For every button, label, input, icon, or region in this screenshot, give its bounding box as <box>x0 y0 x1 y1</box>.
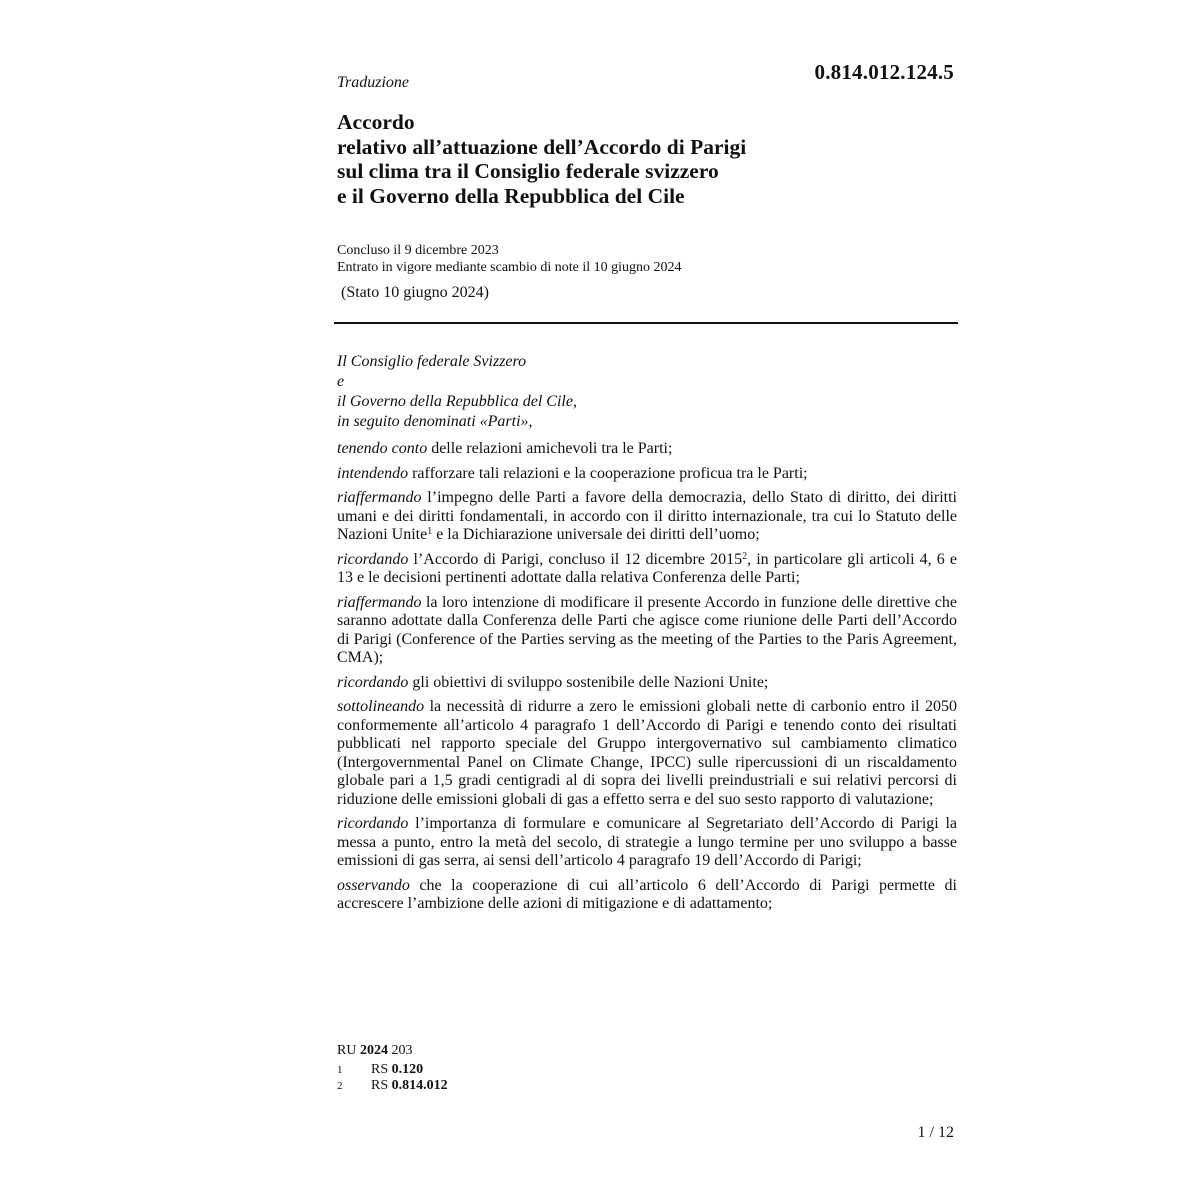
clause-text: , in particolare gli articoli 4, 6 e 13 e le decisioni pertinenti adottate dalla relativa Conferenza delle Parti; <box>337 550 958 586</box>
translation-label: Traduzione <box>337 74 410 91</box>
ru-year: 2024 <box>359 1043 388 1058</box>
clause-text: che la cooperazione di cui all’articolo 6 dell’Accordo di Parigi permette di accrescere l’ambizione delle azioni di mitigazione e di adattamento; <box>337 876 957 912</box>
title-line: relativo all’attuazione dell’Accordo di Parigi <box>337 134 747 159</box>
preamble <box>337 440 957 920</box>
footnote-prefix: RS <box>371 1078 389 1093</box>
clause-text: gli obiettivi di sviluppo sostenibile delle Nazioni Unite; <box>408 673 769 691</box>
clause-keyword: ricordando <box>337 673 409 691</box>
footnote-link[interactable]: 0.814.012 <box>391 1078 448 1093</box>
clause-text: la necessità di ridurre a zero le emissioni globali nette di carbonio entro il 2050 conformemente all’articolo 4 paragrafo 1 dell’Accordo di Parigi e tenendo conto dei risultati pubblicati nel rapporto speciale del Gruppo intergovernativo sul cambiamento climatico (Intergovernmental Panel on Climate Change, IPCC) sulle ripercussioni di un riscaldamento globale pari a 1,5 gradi centigradi al di sopra dei livelli preindustriali e sui relativi percorsi di riduzione delle emissioni globali di gas a effetto serra e del suo sesto rapporto di valutazione; <box>337 698 957 808</box>
party-line: Il Consiglio federale Svizzero <box>337 353 527 370</box>
footnote-ref[interactable]: 1 <box>427 526 433 537</box>
clause-text: l’impegno delle Parti a favore della democrazia, dello Stato di diritto, dei diritti umani e dei diritti fondamentali, in accordo con il diritto internazionale, tra cui lo Statuto delle Nazioni Unite <box>337 489 957 543</box>
preamble-clause <box>337 465 957 484</box>
clause-keyword: tenendo conto <box>337 440 428 457</box>
footnote-number: 1 <box>337 1064 343 1076</box>
clause-text: la loro intenzione di modificare il presente Accordo in funzione delle direttive che saranno adottate dalla Conferenza delle Parti che agisce come riunione delle Parti dell’Accordo di Parigi (Conference of the Parties serving as the meeting of the Parties to the Paris Agreement, CMA); <box>337 593 957 666</box>
concluded-date: Concluso il 9 dicembre 2023 <box>337 243 499 258</box>
party-line: e <box>337 373 345 390</box>
preamble-clause <box>337 815 957 871</box>
preamble-clause <box>337 594 957 668</box>
parties-block <box>337 352 957 432</box>
party-line: il Governo della Repubblica del Cile, <box>337 393 577 410</box>
preamble-clause <box>337 440 957 459</box>
status-date: (Stato 10 giugno 2024) <box>341 284 489 301</box>
footnote-ref[interactable]: 2 <box>742 550 748 562</box>
footnote <box>337 1078 957 1094</box>
ru-number: 203 <box>391 1043 413 1058</box>
clause-text: rafforzare tali relazioni e la cooperazione proficua tra le Parti; <box>408 464 808 482</box>
page-number: 1 / 12 <box>917 1124 954 1141</box>
ru-prefix: RU <box>337 1043 357 1058</box>
clause-keyword: riaffermando <box>337 489 422 506</box>
title-divider <box>334 322 958 324</box>
official-compilation-ref <box>337 1042 957 1059</box>
document-number: 0.814.012.124.5 <box>814 60 954 84</box>
clause-text: delle relazioni amichevoli tra le Parti; <box>427 440 673 457</box>
clause-text: l’Accordo di Parigi, concluso il 12 dicembre 2015 <box>408 550 743 568</box>
footnote <box>337 1062 957 1078</box>
party-line: in seguito denominati «Parti», <box>337 413 533 430</box>
clause-keyword: intendendo <box>337 464 409 482</box>
preamble-clause <box>337 674 957 693</box>
preamble-clause <box>337 877 957 914</box>
document-meta <box>337 242 957 276</box>
clause-keyword: ricordando <box>337 550 409 568</box>
footnote-prefix: RS <box>371 1062 389 1077</box>
document-title <box>337 110 957 208</box>
clause-keyword: ricordando <box>337 815 409 832</box>
clause-keyword: osservando <box>337 876 410 894</box>
title-line: e il Governo della Repubblica del Cile <box>337 183 685 208</box>
clause-keyword: riaffermando <box>337 593 422 611</box>
footnotes <box>337 1062 957 1094</box>
clause-text: e la Dichiarazione universale dei diritti dell’uomo; <box>432 526 760 543</box>
clause-keyword: sottolineando <box>337 698 425 715</box>
preamble-clause <box>337 489 957 545</box>
preamble-clause <box>337 551 957 588</box>
in-force-date: Entrato in vigore mediante scambio di note il 10 giugno 2024 <box>337 260 682 275</box>
title-line: Accordo <box>337 110 415 134</box>
preamble-clause <box>337 698 957 809</box>
footnote-link[interactable]: 0.120 <box>391 1062 424 1077</box>
clause-text: l’importanza di formulare e comunicare al Segretariato dell’Accordo di Parigi la messa a punto, entro la metà del secolo, di strategie a lungo termine per uno sviluppo a basse emissioni di gas serra, ai sensi dell’articolo 4 paragrafo 19 dell’Accordo di Parigi; <box>337 815 957 869</box>
footnote-number: 2 <box>337 1080 343 1092</box>
title-line: sul clima tra il Consiglio federale svizzero <box>337 159 719 183</box>
